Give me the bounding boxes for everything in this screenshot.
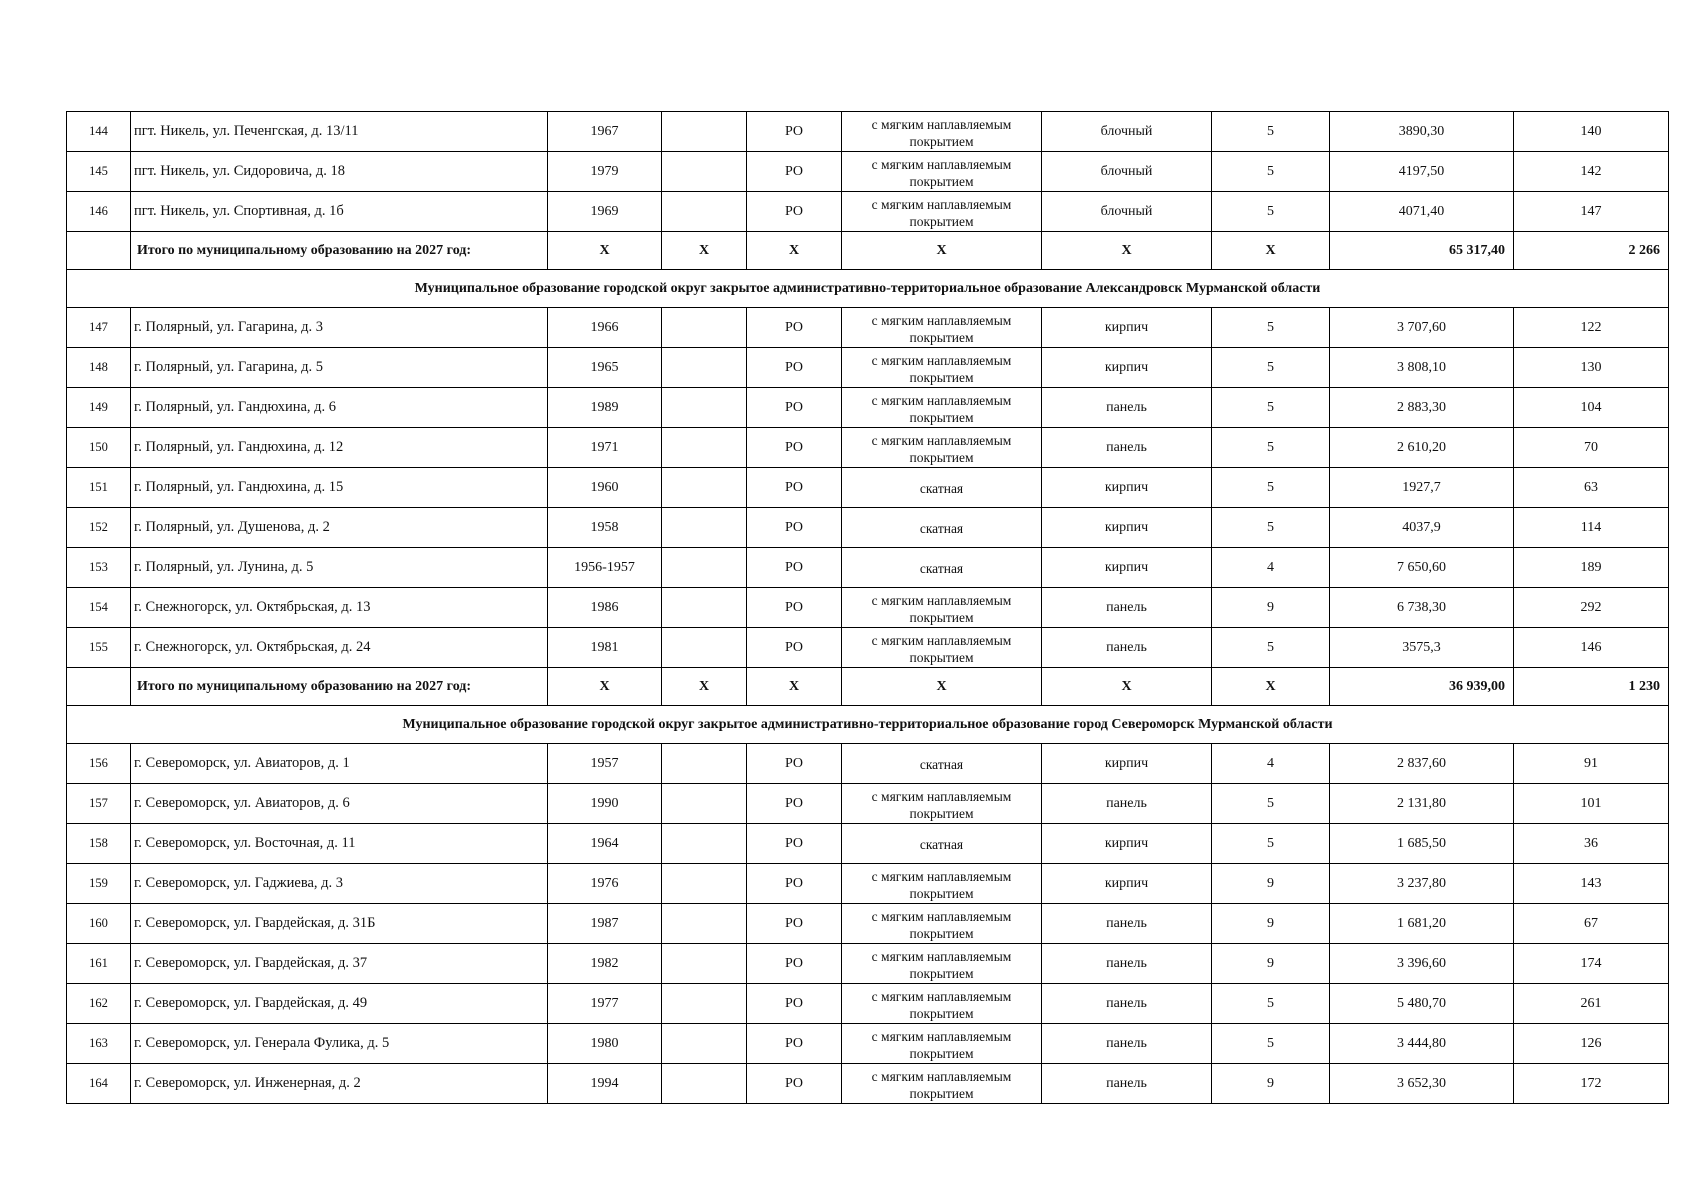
year-cell: 1957 (548, 744, 662, 784)
area-cell: 4071,40 (1330, 192, 1514, 232)
roof-type-cell: скатная (842, 548, 1042, 588)
table-row (67, 548, 1669, 588)
roof-type-cell: с мягким наплавляемым покрытием (842, 152, 1042, 192)
empty-cell (662, 508, 747, 548)
wall-material-cell: кирпич (1042, 508, 1212, 548)
section-header-row (67, 706, 1669, 744)
residents-cell: 174 (1514, 944, 1669, 984)
empty-cell (662, 112, 747, 152)
roof-type-cell: скатная (842, 508, 1042, 548)
total-x-mark: X (747, 232, 842, 270)
roof-type-cell: скатная (842, 824, 1042, 864)
year-cell: 1986 (548, 588, 662, 628)
area-cell: 3 652,30 (1330, 1064, 1514, 1104)
area-cell: 4197,50 (1330, 152, 1514, 192)
fund-type-cell: РО (747, 1064, 842, 1104)
empty-cell (662, 428, 747, 468)
wall-material-cell: панель (1042, 904, 1212, 944)
floors-cell: 9 (1212, 588, 1330, 628)
total-x-mark: X (747, 668, 842, 706)
total-row (67, 232, 1669, 270)
residents-cell: 70 (1514, 428, 1669, 468)
address-cell: г. Полярный, ул. Лунина, д. 5 (131, 548, 548, 588)
row-number-cell: 147 (67, 308, 131, 348)
address-cell: г. Североморск, ул. Гвардейская, д. 37 (131, 944, 548, 984)
floors-cell: 5 (1212, 468, 1330, 508)
wall-material-cell: блочный (1042, 192, 1212, 232)
year-cell: 1990 (548, 784, 662, 824)
address-cell: г. Североморск, ул. Авиаторов, д. 6 (131, 784, 548, 824)
residents-cell: 130 (1514, 348, 1669, 388)
empty-cell (662, 628, 747, 668)
row-number-cell: 158 (67, 824, 131, 864)
residents-cell: 143 (1514, 864, 1669, 904)
fund-type-cell: РО (747, 628, 842, 668)
residents-cell: 67 (1514, 904, 1669, 944)
table-row (67, 308, 1669, 348)
address-cell: г. Североморск, ул. Гвардейская, д. 49 (131, 984, 548, 1024)
area-cell: 4037,9 (1330, 508, 1514, 548)
total-residents: 1 230 (1514, 668, 1669, 706)
floors-cell: 5 (1212, 152, 1330, 192)
fund-type-cell: РО (747, 984, 842, 1024)
section-title: Муниципальное образование городской округ закрытое административно-территориальное образование Александровск Мурманской области (67, 270, 1669, 308)
floors-cell: 4 (1212, 548, 1330, 588)
fund-type-cell: РО (747, 1024, 842, 1064)
total-x-mark: X (1212, 668, 1330, 706)
empty-cell (662, 1064, 747, 1104)
row-number-cell: 144 (67, 112, 131, 152)
fund-type-cell: РО (747, 152, 842, 192)
year-cell: 1967 (548, 112, 662, 152)
area-cell: 7 650,60 (1330, 548, 1514, 588)
table-row (67, 984, 1669, 1024)
address-cell: г. Североморск, ул. Генерала Фулика, д. 5 (131, 1024, 548, 1064)
floors-cell: 5 (1212, 192, 1330, 232)
roof-type-cell: с мягким наплавляемым покрытием (842, 308, 1042, 348)
fund-type-cell: РО (747, 588, 842, 628)
row-number-cell: 148 (67, 348, 131, 388)
fund-type-cell: РО (747, 824, 842, 864)
wall-material-cell: панель (1042, 388, 1212, 428)
year-cell: 1980 (548, 1024, 662, 1064)
area-cell: 3 808,10 (1330, 348, 1514, 388)
fund-type-cell: РО (747, 944, 842, 984)
empty-cell (662, 192, 747, 232)
table-row (67, 784, 1669, 824)
row-number-cell: 155 (67, 628, 131, 668)
empty-cell (662, 944, 747, 984)
table-row (67, 192, 1669, 232)
year-cell: 1976 (548, 864, 662, 904)
roof-type-cell: с мягким наплавляемым покрытием (842, 628, 1042, 668)
year-cell: 1960 (548, 468, 662, 508)
total-lead-cell (67, 668, 131, 706)
table-row (67, 1024, 1669, 1064)
row-number-cell: 150 (67, 428, 131, 468)
area-cell: 3 396,60 (1330, 944, 1514, 984)
residents-cell: 104 (1514, 388, 1669, 428)
floors-cell: 5 (1212, 112, 1330, 152)
fund-type-cell: РО (747, 192, 842, 232)
fund-type-cell: РО (747, 784, 842, 824)
area-cell: 1 681,20 (1330, 904, 1514, 944)
total-residents: 2 266 (1514, 232, 1669, 270)
table-row (67, 744, 1669, 784)
table-row (67, 112, 1669, 152)
empty-cell (662, 904, 747, 944)
total-row (67, 668, 1669, 706)
wall-material-cell: кирпич (1042, 308, 1212, 348)
floors-cell: 5 (1212, 784, 1330, 824)
area-cell: 2 610,20 (1330, 428, 1514, 468)
residents-cell: 147 (1514, 192, 1669, 232)
fund-type-cell: РО (747, 508, 842, 548)
table-row (67, 428, 1669, 468)
fund-type-cell: РО (747, 904, 842, 944)
row-number-cell: 149 (67, 388, 131, 428)
wall-material-cell: кирпич (1042, 744, 1212, 784)
address-cell: г. Североморск, ул. Инженерная, д. 2 (131, 1064, 548, 1104)
fund-type-cell: РО (747, 388, 842, 428)
floors-cell: 5 (1212, 824, 1330, 864)
year-cell: 1964 (548, 824, 662, 864)
address-cell: пгт. Никель, ул. Сидоровича, д. 18 (131, 152, 548, 192)
year-cell: 1969 (548, 192, 662, 232)
address-cell: г. Снежногорск, ул. Октябрьская, д. 24 (131, 628, 548, 668)
floors-cell: 9 (1212, 1064, 1330, 1104)
area-cell: 1927,7 (1330, 468, 1514, 508)
roof-type-cell: с мягким наплавляемым покрытием (842, 588, 1042, 628)
empty-cell (662, 864, 747, 904)
year-cell: 1956-1957 (548, 548, 662, 588)
table-row (67, 348, 1669, 388)
total-x-mark: X (1042, 232, 1212, 270)
year-cell: 1994 (548, 1064, 662, 1104)
row-number-cell: 151 (67, 468, 131, 508)
floors-cell: 9 (1212, 944, 1330, 984)
residents-cell: 122 (1514, 308, 1669, 348)
wall-material-cell: панель (1042, 944, 1212, 984)
address-cell: г. Полярный, ул. Гандюхина, д. 6 (131, 388, 548, 428)
row-number-cell: 161 (67, 944, 131, 984)
address-cell: г. Североморск, ул. Гвардейская, д. 31Б (131, 904, 548, 944)
row-number-cell: 156 (67, 744, 131, 784)
empty-cell (662, 744, 747, 784)
floors-cell: 5 (1212, 1024, 1330, 1064)
table-row (67, 824, 1669, 864)
area-cell: 2 131,80 (1330, 784, 1514, 824)
empty-cell (662, 548, 747, 588)
address-cell: г. Североморск, ул. Восточная, д. 11 (131, 824, 548, 864)
empty-cell (662, 308, 747, 348)
year-cell: 1987 (548, 904, 662, 944)
floors-cell: 9 (1212, 904, 1330, 944)
row-number-cell: 160 (67, 904, 131, 944)
fund-type-cell: РО (747, 308, 842, 348)
roof-type-cell: с мягким наплавляемым покрытием (842, 112, 1042, 152)
row-number-cell: 146 (67, 192, 131, 232)
wall-material-cell: панель (1042, 984, 1212, 1024)
empty-cell (662, 588, 747, 628)
total-label: Итого по муниципальному образованию на 2027 год: (131, 232, 548, 270)
wall-material-cell: кирпич (1042, 864, 1212, 904)
total-x-mark: X (662, 232, 747, 270)
fund-type-cell: РО (747, 348, 842, 388)
year-cell: 1977 (548, 984, 662, 1024)
year-cell: 1965 (548, 348, 662, 388)
total-area: 36 939,00 (1330, 668, 1514, 706)
roof-type-cell: с мягким наплавляемым покрытием (842, 904, 1042, 944)
address-cell: пгт. Никель, ул. Спортивная, д. 1б (131, 192, 548, 232)
area-cell: 6 738,30 (1330, 588, 1514, 628)
address-cell: г. Полярный, ул. Гагарина, д. 3 (131, 308, 548, 348)
area-cell: 5 480,70 (1330, 984, 1514, 1024)
empty-cell (662, 984, 747, 1024)
area-cell: 3890,30 (1330, 112, 1514, 152)
total-area: 65 317,40 (1330, 232, 1514, 270)
total-x-mark: X (662, 668, 747, 706)
floors-cell: 9 (1212, 864, 1330, 904)
total-lead-cell (67, 232, 131, 270)
roof-type-cell: с мягким наплавляемым покрытием (842, 348, 1042, 388)
row-number-cell: 152 (67, 508, 131, 548)
residents-cell: 91 (1514, 744, 1669, 784)
fund-type-cell: РО (747, 468, 842, 508)
residents-cell: 261 (1514, 984, 1669, 1024)
address-cell: г. Полярный, ул. Гагарина, д. 5 (131, 348, 548, 388)
residents-cell: 172 (1514, 1064, 1669, 1104)
roof-type-cell: с мягким наплавляемым покрытием (842, 784, 1042, 824)
area-cell: 3 237,80 (1330, 864, 1514, 904)
floors-cell: 5 (1212, 428, 1330, 468)
row-number-cell: 163 (67, 1024, 131, 1064)
row-number-cell: 157 (67, 784, 131, 824)
row-number-cell: 159 (67, 864, 131, 904)
area-cell: 3 444,80 (1330, 1024, 1514, 1064)
table-row (67, 588, 1669, 628)
address-cell: г. Полярный, ул. Душенова, д. 2 (131, 508, 548, 548)
address-cell: г. Североморск, ул. Авиаторов, д. 1 (131, 744, 548, 784)
fund-type-cell: РО (747, 744, 842, 784)
wall-material-cell: кирпич (1042, 348, 1212, 388)
address-cell: г. Полярный, ул. Гандюхина, д. 12 (131, 428, 548, 468)
wall-material-cell: панель (1042, 588, 1212, 628)
wall-material-cell: кирпич (1042, 824, 1212, 864)
roof-type-cell: с мягким наплавляемым покрытием (842, 864, 1042, 904)
floors-cell: 5 (1212, 348, 1330, 388)
wall-material-cell: кирпич (1042, 468, 1212, 508)
total-x-mark: X (842, 668, 1042, 706)
area-cell: 3 707,60 (1330, 308, 1514, 348)
roof-type-cell: с мягким наплавляемым покрытием (842, 428, 1042, 468)
wall-material-cell: блочный (1042, 152, 1212, 192)
floors-cell: 5 (1212, 388, 1330, 428)
section-title: Муниципальное образование городской округ закрытое административно-территориальное образование город Североморск Мурманской области (67, 706, 1669, 744)
floors-cell: 4 (1212, 744, 1330, 784)
table-row (67, 864, 1669, 904)
row-number-cell: 153 (67, 548, 131, 588)
table-row (67, 388, 1669, 428)
roof-type-cell: скатная (842, 468, 1042, 508)
area-cell: 1 685,50 (1330, 824, 1514, 864)
residents-cell: 189 (1514, 548, 1669, 588)
wall-material-cell: блочный (1042, 112, 1212, 152)
empty-cell (662, 152, 747, 192)
table-row (67, 944, 1669, 984)
year-cell: 1981 (548, 628, 662, 668)
floors-cell: 5 (1212, 308, 1330, 348)
year-cell: 1966 (548, 308, 662, 348)
empty-cell (662, 468, 747, 508)
section-header-row (67, 270, 1669, 308)
residents-cell: 36 (1514, 824, 1669, 864)
year-cell: 1958 (548, 508, 662, 548)
housing-register-table (66, 111, 1669, 1104)
table-row (67, 904, 1669, 944)
housing-register-sheet (66, 111, 1668, 1104)
residents-cell: 146 (1514, 628, 1669, 668)
table-row (67, 152, 1669, 192)
total-x-mark: X (548, 668, 662, 706)
row-number-cell: 162 (67, 984, 131, 1024)
row-number-cell: 154 (67, 588, 131, 628)
residents-cell: 142 (1514, 152, 1669, 192)
row-number-cell: 145 (67, 152, 131, 192)
empty-cell (662, 824, 747, 864)
total-x-mark: X (548, 232, 662, 270)
year-cell: 1971 (548, 428, 662, 468)
residents-cell: 114 (1514, 508, 1669, 548)
total-label: Итого по муниципальному образованию на 2027 год: (131, 668, 548, 706)
address-cell: г. Снежногорск, ул. Октябрьская, д. 13 (131, 588, 548, 628)
floors-cell: 5 (1212, 984, 1330, 1024)
table-row (67, 1064, 1669, 1104)
wall-material-cell: панель (1042, 784, 1212, 824)
address-cell: пгт. Никель, ул. Печенгская, д. 13/11 (131, 112, 548, 152)
residents-cell: 140 (1514, 112, 1669, 152)
table-row (67, 468, 1669, 508)
wall-material-cell: кирпич (1042, 548, 1212, 588)
roof-type-cell: с мягким наплавляемым покрытием (842, 944, 1042, 984)
area-cell: 3575,3 (1330, 628, 1514, 668)
wall-material-cell: панель (1042, 1064, 1212, 1104)
roof-type-cell: с мягким наплавляемым покрытием (842, 1024, 1042, 1064)
fund-type-cell: РО (747, 864, 842, 904)
residents-cell: 63 (1514, 468, 1669, 508)
floors-cell: 5 (1212, 508, 1330, 548)
roof-type-cell: с мягким наплавляемым покрытием (842, 984, 1042, 1024)
table-row (67, 508, 1669, 548)
floors-cell: 5 (1212, 628, 1330, 668)
roof-type-cell: скатная (842, 744, 1042, 784)
roof-type-cell: с мягким наплавляемым покрытием (842, 388, 1042, 428)
fund-type-cell: РО (747, 112, 842, 152)
year-cell: 1989 (548, 388, 662, 428)
total-x-mark: X (1212, 232, 1330, 270)
total-x-mark: X (1042, 668, 1212, 706)
year-cell: 1979 (548, 152, 662, 192)
empty-cell (662, 1024, 747, 1064)
area-cell: 2 883,30 (1330, 388, 1514, 428)
year-cell: 1982 (548, 944, 662, 984)
area-cell: 2 837,60 (1330, 744, 1514, 784)
empty-cell (662, 388, 747, 428)
row-number-cell: 164 (67, 1064, 131, 1104)
address-cell: г. Североморск, ул. Гаджиева, д. 3 (131, 864, 548, 904)
wall-material-cell: панель (1042, 628, 1212, 668)
fund-type-cell: РО (747, 428, 842, 468)
roof-type-cell: с мягким наплавляемым покрытием (842, 1064, 1042, 1104)
empty-cell (662, 784, 747, 824)
total-x-mark: X (842, 232, 1042, 270)
address-cell: г. Полярный, ул. Гандюхина, д. 15 (131, 468, 548, 508)
residents-cell: 126 (1514, 1024, 1669, 1064)
residents-cell: 101 (1514, 784, 1669, 824)
wall-material-cell: панель (1042, 1024, 1212, 1064)
residents-cell: 292 (1514, 588, 1669, 628)
roof-type-cell: с мягким наплавляемым покрытием (842, 192, 1042, 232)
table-row (67, 628, 1669, 668)
fund-type-cell: РО (747, 548, 842, 588)
empty-cell (662, 348, 747, 388)
wall-material-cell: панель (1042, 428, 1212, 468)
